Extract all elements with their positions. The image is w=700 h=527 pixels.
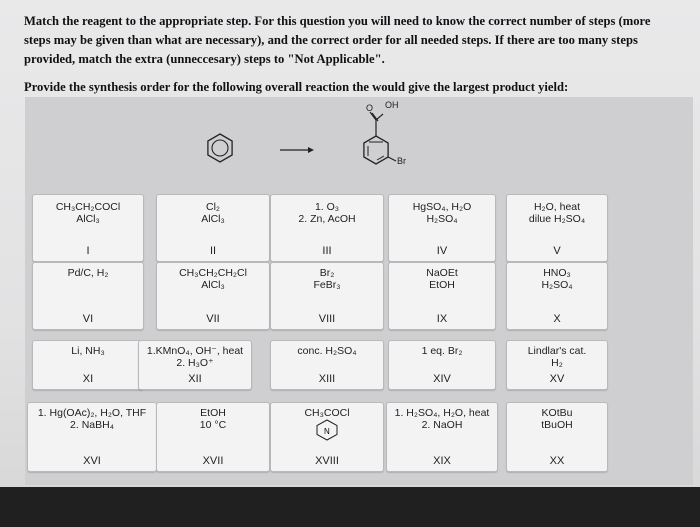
reagent-card-iv[interactable] bbox=[388, 194, 496, 262]
reagent-conditions bbox=[271, 267, 383, 291]
reagent-numeral: XIX bbox=[433, 455, 451, 467]
reagent-card-vi[interactable] bbox=[32, 262, 144, 330]
reagent-card-xiii[interactable] bbox=[270, 340, 384, 390]
reagent-card-xv[interactable] bbox=[506, 340, 608, 390]
reagent-conditions bbox=[157, 201, 269, 225]
reagent-line: 1. H₂SO₄, H₂O, heat bbox=[394, 407, 490, 419]
reagent-card-xx[interactable] bbox=[506, 402, 608, 472]
reagent-line: EtOH bbox=[200, 407, 226, 419]
reagent-conditions bbox=[507, 201, 607, 225]
reagent-card-xvi[interactable] bbox=[27, 402, 157, 472]
reagent-line: H₂ bbox=[551, 357, 563, 369]
reagent-card-xi[interactable] bbox=[32, 340, 144, 390]
reagent-line: conc. H₂SO₄ bbox=[297, 345, 357, 357]
reagent-conditions bbox=[271, 201, 383, 225]
photo-bottom-edge bbox=[0, 487, 700, 527]
reagent-line: 2. H₃O⁺ bbox=[176, 357, 214, 369]
reaction-arrow-icon bbox=[280, 147, 314, 153]
reagent-line: H₂SO₄ bbox=[541, 279, 573, 291]
reagent-conditions bbox=[33, 201, 143, 225]
reagent-numeral: XV bbox=[549, 373, 565, 385]
reagent-numeral: VII bbox=[206, 313, 220, 325]
reagent-line: 2. Zn, AcOH bbox=[298, 213, 356, 225]
reagent-card-xiv[interactable] bbox=[388, 340, 496, 390]
reagent-conditions bbox=[28, 407, 156, 431]
reagent-card-viii[interactable] bbox=[270, 262, 384, 330]
reagent-card-x[interactable] bbox=[506, 262, 608, 330]
reagent-line: EtOH bbox=[429, 279, 455, 291]
reagent-conditions bbox=[271, 407, 383, 419]
product-structure-icon bbox=[364, 112, 396, 164]
reagent-line: KOtBu bbox=[541, 407, 573, 419]
reagent-line: 2. NaOH bbox=[421, 419, 463, 431]
reagent-line: AlCl₃ bbox=[201, 279, 225, 291]
overall-reaction bbox=[180, 100, 440, 172]
reagent-card-xvii[interactable] bbox=[156, 402, 270, 472]
reagent-conditions bbox=[389, 345, 495, 357]
instruction-line-2: steps may be given than what are necessary), and the correct order for all needed steps. If there are too many steps bbox=[24, 33, 638, 47]
reaction-prompt: Provide the synthesis order for the following overall reaction the would give the largest product yield: bbox=[24, 80, 569, 94]
reagent-numeral: XVI bbox=[83, 455, 101, 467]
reagent-line: Cl₂ bbox=[206, 201, 220, 213]
reagent-conditions bbox=[507, 407, 607, 431]
reagent-card-v[interactable] bbox=[506, 194, 608, 262]
reagent-numeral: I bbox=[86, 245, 90, 257]
reagent-card-i[interactable] bbox=[32, 194, 144, 262]
reagent-line: NaOEt bbox=[426, 267, 458, 279]
reagent-conditions bbox=[139, 345, 251, 369]
reagent-line: Br₂ bbox=[319, 267, 335, 279]
reagent-line: 1 eq. Br₂ bbox=[421, 345, 463, 357]
reagent-numeral: III bbox=[322, 245, 332, 257]
reagent-conditions bbox=[389, 267, 495, 291]
reagent-numeral: V bbox=[553, 245, 561, 257]
product-oh-label: OH bbox=[385, 100, 399, 110]
reagent-line: 1. Hg(OAc)₂, H₂O, THF bbox=[37, 407, 147, 419]
reagent-numeral: XX bbox=[549, 455, 565, 467]
reagent-conditions bbox=[157, 407, 269, 431]
reagent-numeral: VI bbox=[82, 313, 94, 325]
reagent-line: 10 °C bbox=[199, 419, 227, 431]
product-br-label: Br bbox=[397, 156, 406, 166]
reagent-numeral: II bbox=[209, 245, 217, 257]
reagent-line: CH₃CH₂CH₂Cl bbox=[179, 267, 247, 279]
reagent-numeral: XIII bbox=[318, 373, 336, 385]
reagent-line: FeBr₃ bbox=[313, 279, 341, 291]
reagent-line: 1. O₃ bbox=[314, 201, 340, 213]
reagent-line: 1.KMnO₄, OH⁻, heat bbox=[146, 345, 244, 357]
reagent-conditions bbox=[507, 345, 607, 369]
reagent-conditions bbox=[387, 407, 497, 431]
reagent-numeral: XII bbox=[188, 373, 202, 385]
question-instructions bbox=[24, 12, 684, 69]
reagent-line: tBuOH bbox=[541, 419, 573, 431]
reagent-line: Pd/C, H₂ bbox=[67, 267, 109, 279]
reagent-numeral: X bbox=[553, 313, 561, 325]
product-o-label: O bbox=[366, 103, 374, 113]
instruction-line-1: Match the reagent to the appropriate step. For this question you will need to know the correct number of steps (more bbox=[24, 14, 651, 28]
reagent-line: H₂O, heat bbox=[533, 201, 581, 213]
reagent-line: HNO₃ bbox=[543, 267, 571, 279]
reagent-numeral: XIV bbox=[433, 373, 451, 385]
reagent-line: dilue H₂SO₄ bbox=[528, 213, 586, 225]
reagent-card-xviii[interactable] bbox=[270, 402, 384, 472]
benzene-icon bbox=[208, 134, 232, 162]
reagent-conditions bbox=[157, 267, 269, 291]
reagent-numeral: XVII bbox=[202, 455, 224, 467]
reagent-card-ix[interactable] bbox=[388, 262, 496, 330]
reagent-line: CH₃COCl bbox=[304, 407, 350, 419]
reagent-card-iii[interactable] bbox=[270, 194, 384, 262]
reagent-line: H₂SO₄ bbox=[426, 213, 458, 225]
reagent-line: 2. NaBH₄ bbox=[70, 419, 114, 431]
reagent-card-vii[interactable] bbox=[156, 262, 270, 330]
reagent-conditions bbox=[389, 201, 495, 225]
reagent-numeral: VIII bbox=[318, 313, 336, 325]
reagent-conditions bbox=[271, 345, 383, 357]
reagent-conditions bbox=[33, 267, 143, 279]
reagent-line: CH₃CH₂COCl bbox=[55, 201, 121, 213]
reagent-conditions bbox=[507, 267, 607, 291]
pyridine-icon bbox=[314, 419, 340, 441]
instruction-line-3: provided, match the extra (unneccesary) steps to "Not Applicable". bbox=[24, 52, 385, 66]
reagent-conditions bbox=[33, 345, 143, 357]
reagent-line: Li, NH₃ bbox=[71, 345, 105, 357]
reagent-numeral: IX bbox=[436, 313, 448, 325]
reagent-line: Lindlar's cat. bbox=[527, 345, 587, 357]
reagent-numeral: XI bbox=[82, 373, 94, 385]
reagent-card-xii[interactable] bbox=[138, 340, 252, 390]
reagent-card-ii[interactable] bbox=[156, 194, 270, 262]
reagent-line: AlCl₃ bbox=[201, 213, 225, 225]
reagent-numeral: IV bbox=[436, 245, 448, 257]
reagent-card-xix[interactable] bbox=[386, 402, 498, 472]
reagent-numeral: XVIII bbox=[315, 455, 339, 467]
reagent-line: HgSO₄, H₂O bbox=[412, 201, 472, 213]
reagent-line: AlCl₃ bbox=[76, 213, 100, 225]
pyridine-n-label: N bbox=[324, 427, 330, 436]
